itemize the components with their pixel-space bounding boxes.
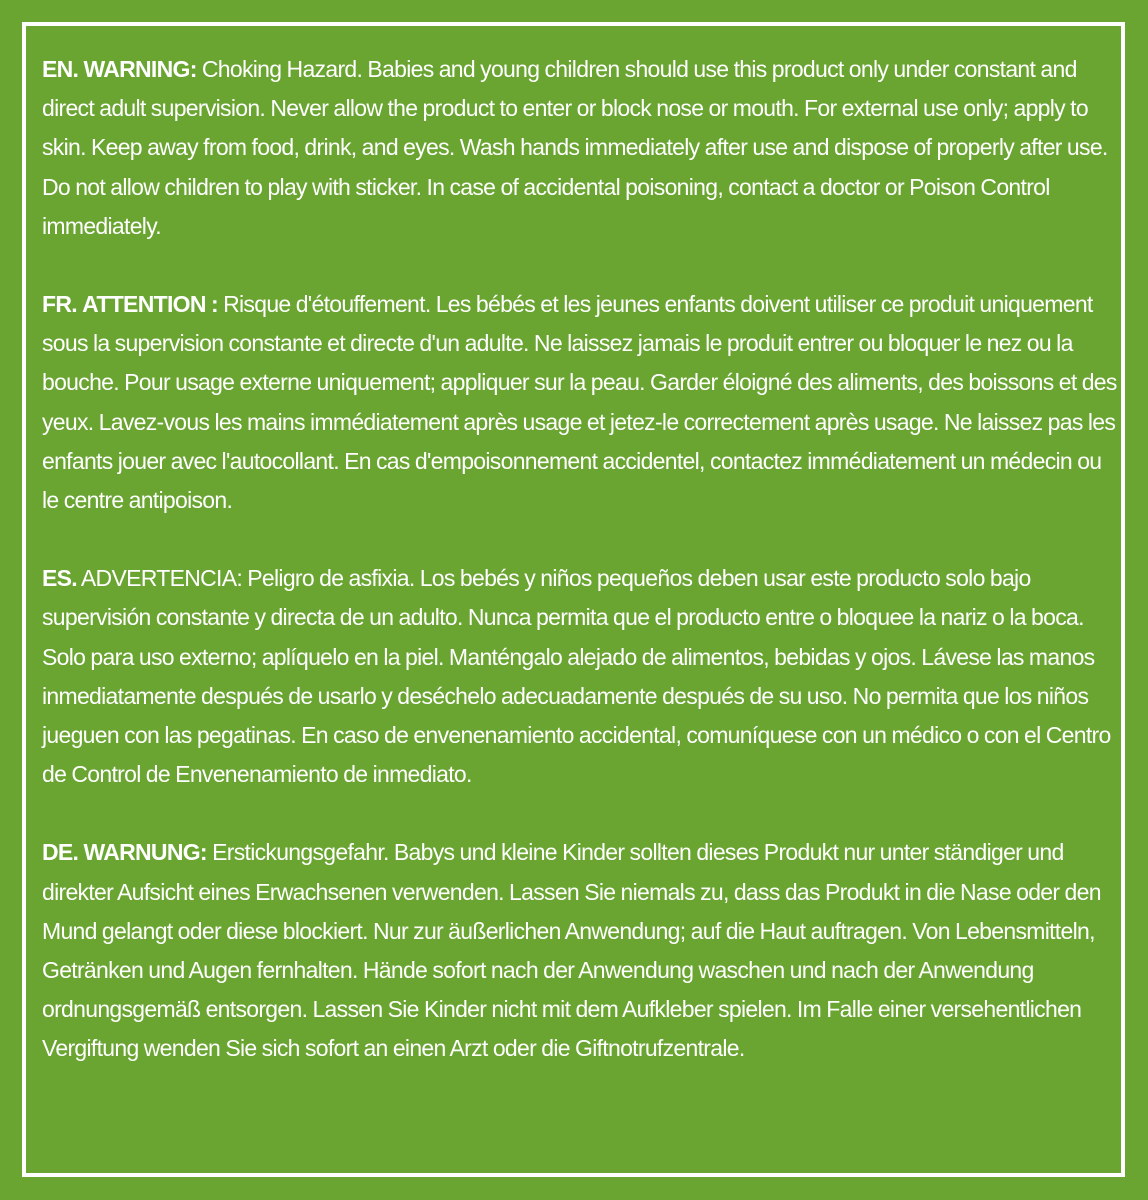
warning-fr [42,285,1122,520]
warning-title-de: WARNUNG: [83,839,207,866]
warning-es [42,559,1122,794]
warning-title-en: WARNING: [83,56,197,82]
warning-title-fr: ATTENTION : [82,291,218,318]
warning-label-content [42,50,1122,1069]
warning-de [42,833,1122,1068]
lang-code-de: DE. [42,839,79,866]
warning-text-en: Choking Hazard. Babies and young children should use this product only under constant and direct adult supervision. Never allow the product to enter or block nose or mouth. For external use only; apply to skin. Keep away from food, drink, and eyes. Wash hands immediately after use and dispose of properly after use. Do not allow children to play with sticker. In case of accidental poisoning, contact a doctor or Poison Control immediately. [42,56,1108,239]
lang-code-fr: FR. [42,291,77,318]
lang-code-es: ES. [42,565,77,592]
lang-code-en: EN. [42,56,79,82]
warning-en [42,50,1122,246]
warning-text-fr: Risque d'étouffement. Les bébés et les jeunes enfants doivent utiliser ce produit uniquement sous la supervision constante et directe d'un adulte. Ne laissez jamais le produit entrer ou bloquer le nez ou la bouche. Pour usage externe uniquement; appliquer sur la peau. Garder éloigné des aliments, des boissons et des yeux. Lavez-vous les mains immédiatement après usage et jetez-le correctement après usage. Ne laissez pas les enfants jouer avec l'autocollant. En cas d'empoisonnement accidentel, contactez immédiatement un médecin ou le centre antipoison. [42,291,1117,514]
warning-text-de: Erstickungsgefahr. Babys und kleine Kinder sollten dieses Produkt nur unter ständiger und direkter Aufsicht eines Erwachsenen verwenden. Lassen Sie niemals zu, dass das Produkt in die Nase oder den Mund gelangt oder diese blockiert. Nur zur äußerlichen Anwendung; auf die Haut auftragen. Von Lebensmitteln, Getränken und Augen fernhalten. Hände sofort nach der Anwendung waschen und nach der Anwendung ordnungsgemäß entsorgen. Lassen Sie Kinder nicht mit dem Aufkleber spielen. Im Falle einer versehentlichen Vergiftung wenden Sie sich sofort an einen Arzt oder die Giftnotrufzentrale. [42,839,1101,1062]
warning-text-es: Peligro de asfixia. Los bebés y niños pequeños deben usar este producto solo bajo supervisión constante y directa de un adulto. Nunca permita que el producto entre o bloquee la nariz o la boca. Solo para uso externo; aplíquelo en la piel. Manténgalo alejado de alimentos, bebidas y ojos. Lávese las manos inmediatamente después de usarlo y deséchelo adecuadamente después de su uso. No permita que los niños jueguen con las pegatinas. En caso de envenenamiento accidental, comuníquese con un médico o con el Centro de Control de Envenenamiento de inmediato. [42,565,1111,788]
warning-title-es: ADVERTENCIA: [80,565,243,592]
